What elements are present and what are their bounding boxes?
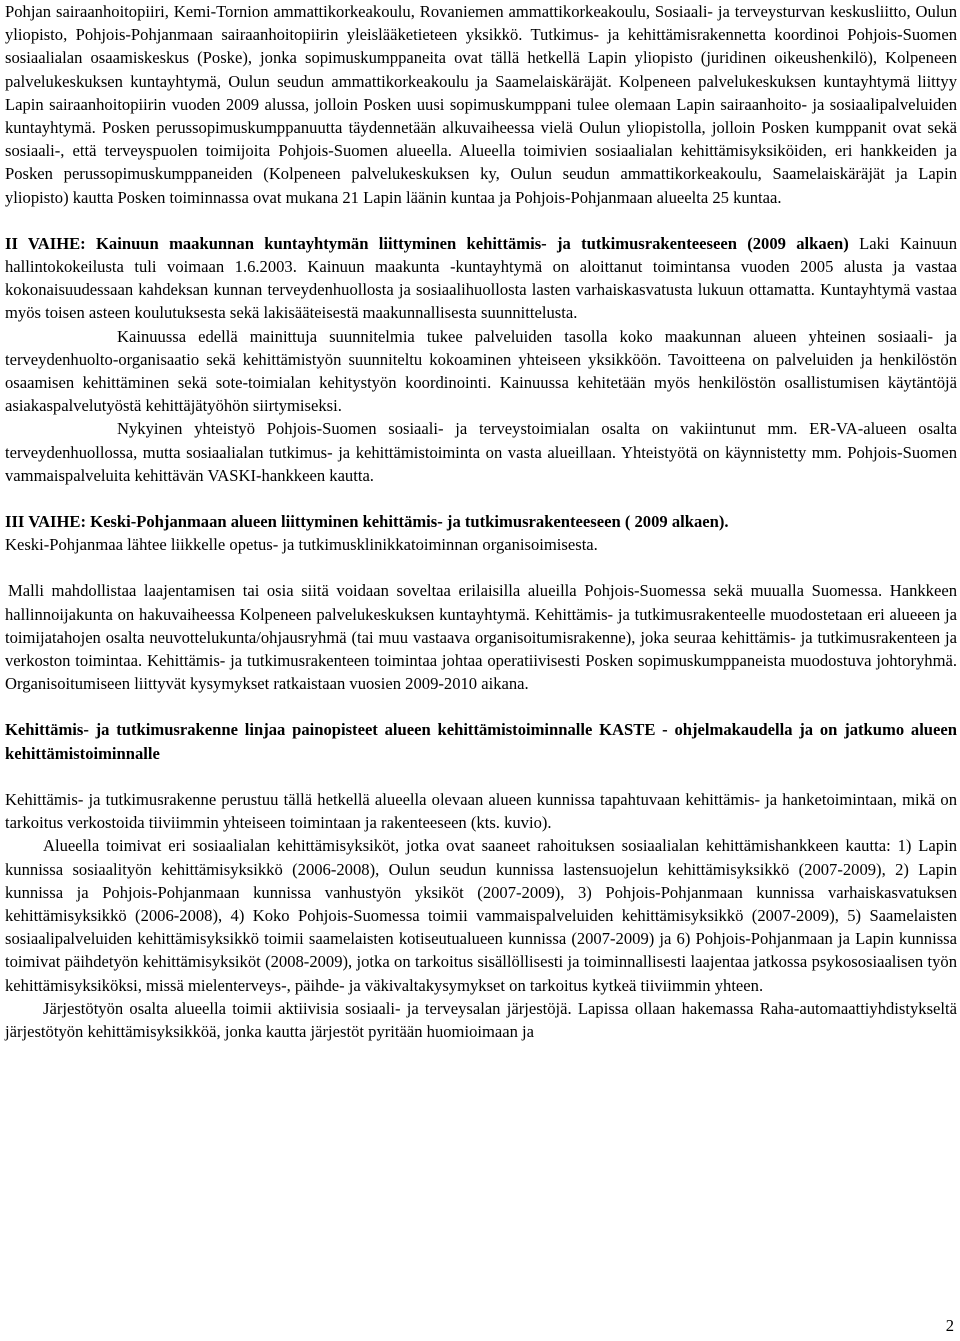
paragraph-model-expansion: Malli mahdollistaa laajentamisen tai osia siitä voidaan soveltaa erilaisilla alueilla Pohjois-Suomessa sekä muualla Suomessa. Hankkeen hallinnoijakunta on hakuvaiheessa Kolpeneen palvelukeskuksen kuntayhtymä. Kehittämis- ja tutkimusrakenteelle muodostetaan eri alueeen ja toimijatahojen osalta neuvottelukunta/ohjausryhmä (tai muu vastaava organisoitumisrakenne), joka seuraa kehittämis- ja tutkimusrakenteen ja verkoston toimintaa. Kehittämis- ja tutkimusrakenteen toimintaa johtaa operatiivisesti Posken sopimuskumppaneista muodostuva johtoryhmä. Organisoitumiseen liittyvät kysymykset ratkaistaan vuosien 2009-2010 aikana. [5, 581, 957, 694]
kaste-heading-text: Kehittämis- ja tutkimusrakenne linjaa painopisteet alueen kehittämistoiminnalle KASTE - ohjelmakaudella ja on jatkumo alueen kehittämistoiminnalle [5, 720, 957, 763]
paragraph-kainuu-plans: Kainuussa edellä mainittuja suunnitelmia tukee palveluiden tasolla koko maakunnan alueen yhteinen sosiaali- ja terveydenhuolto-organisaatio sekä kehittämistyön suunniteltu kokoaminen yhteiseen yksikköön. Tavoitteena on palveluiden ja henkilöstön osaamisen kehittäminen sekä sote-toimialan kehitystyön koordinointi. Kainuussa kehitetään myös henkilöstön osallistumisen käytäntöjä asiakaspalvelutyöstä kehittäjätyöhön siirtymiseksi. [5, 326, 957, 416]
page-number: 2 [945, 1316, 954, 1335]
phase-three-heading: III VAIHE: Keski-Pohjanmaan alueen liittyminen kehittämis- ja tutkimusrakenteeseen ( 2009 alkaen). [5, 512, 729, 532]
phase-two-body: Laki Kainuun hallintokokeilusta tuli voimaan 1.6.2003. Kainuun maakunta -kuntayhtymä on aloittanut toimintansa vuoden 2005 alusta ja vastaa kokonaisuudessaan kahdeksan kunnan terveydenhuollosta ja sosiaalihuollosta lasten varhaiskasvatusta lukuun ottamatta. Kuntayhtymä vastaa myös toisen asteen koulutuksesta sekä lakisääteisestä maakunnallisesta suunnittelusta. [5, 233, 957, 323]
paragraph-organizations: Järjestötyön osalta alueella toimii aktiivisia sosiaali- ja terveysalan järjestöjä. Lapissa ollaan hakemassa Raha-automaattiyhdistykseltä järjestötyön kehittämisyksikköä, jonka kautta järjestöt pyritään huomioimaan ja [5, 998, 957, 1041]
paragraph-phase-two [5, 232, 957, 325]
paragraph-development-units: Alueella toimivat eri sosiaalialan kehittämisyksiköt, jotka ovat saaneet rahoituksen sosiaalialan kehittämishankkeen kautta: 1) Lapin kunnissa sosiaalityön kehittämisyksikkö (2006-2008), Oulun seudun kunnissa lastensuojelun kehittämisyksikkö (2007-2009), 2) Lapin kunnissa ja Pohjois-Pohjanmaan kunnissa vanhustyön yksiköt (2007-2009), 3) Pohjois-Pohjanmaan kunnissa varhaiskasvatuksen kehittämisyksikkö (2006-2008), 4) Koko Pohjois-Suomessa toimii vammaispalveluiden kehittämisyksikkö (2007-2009), 5) Saamelaisten sosiaalipalveluiden kehittämisyksikkö toimii saamelaisten kotiseutualueen kunnissa (2007-2009) ja 6) Pohjois-Pohjanmaan ja Lapin kunnissa toimivat päihdetyön kehittämisyksiköt (2008-2009), jotka on tarkoitus sisällöllisesti ja toiminnallisesti laajentaa jatkossa psykososiaalisen työn kehittämisyksiköksi, missä mielenterveys-, päihde- ja väkivaltakysymykset on tarkoitus kytkeä tiiviimmin yhteen. [5, 836, 957, 995]
spacer [5, 209, 957, 232]
paragraph-phase-three [5, 510, 957, 556]
phase-three-body: Keski-Pohjanmaa lähtee liikkelle opetus- ja tutkimusklinikkatoiminnan organisoimisesta. [5, 535, 598, 555]
spacer [5, 487, 957, 510]
spacer [5, 765, 957, 788]
spacer [5, 556, 957, 579]
document-page [5, 0, 957, 1043]
spacer [5, 695, 957, 718]
section-heading-kaste [5, 718, 957, 764]
phase-two-heading: II VAIHE: Kainuun maakunnan kuntayhtymän liittyminen kehittämis- ja tutkimusrakenteeseen (2009 alkaen) [5, 233, 849, 253]
paragraph-current-cooperation: Nykyinen yhteistyö Pohjois-Suomen sosiaali- ja terveystoimialan osalta on vakiintunut mm. ER-VA-alueen osalta terveydenhuollossa, mutta sosiaalialan tutkimus- ja kehittämistoiminta on vasta alueillaan. Yhteistyötä on käynnistetty mm. Pohjois-Suomen vammaispalveluita kehittävän VASKI-hankkeen kautta. [5, 419, 957, 485]
paragraph-poske-partners: Pohjan sairaanhoitopiiri, Kemi-Tornion ammattikorkeakoulu, Rovaniemen ammattikorkeakoulu, Sosiaali- ja terveysturvan keskusliitto, Oulun yliopisto, Pohjois-Pohjanmaan sairaanhoitopiirin yleislääketieteen yksikkö. Tutkimus- ja kehittämisrakennetta koordinoi Pohjois-Suomen sosiaalialan osaamiskeskus (Poske), jonka sopimuskumppaneita ovat tällä hetkellä Lapin yliopisto (juridinen oikeushenkilö), Kolpeneen palvelukeskuksen kuntayhtymä, Oulun seudun ammattikorkeakoulu ja Saamelaiskäräjät. Kolpeneen palvelukeskuksen kuntayhtymä liittyy Lapin sairaanhoitopiirin vuoden 2009 alussa, jolloin Posken uusi sopimuskumppani tulee olemaan Lapin sairaanhoito- ja sosiaalipalveluiden kuntayhtymä. Posken perussopimuskumppanuutta täydennetään alkuvaiheessa vielä Oulun yliopistolla, jolloin Posken kumppanit ovat sekä sosiaali-, että terveyspuolen toimijoita Pohjois-Suomen alueella. Alueella toimivien sosiaalialan kehittämisyksiköiden, eri hankkeiden ja Posken perussopimuskumppaneiden (Kolpeneen palvelukeskuksen ky, Oulun seudun ammattikorkeakoulu, Saamelaiskäräjät ja Lapin yliopisto) kautta Posken toiminnassa ovat mukana 21 Lapin läänin kuntaa ja Pohjois-Pohjanmaan alueelta 25 kuntaa. [5, 2, 957, 207]
paragraph-structure-basis: Kehittämis- ja tutkimusrakenne perustuu tällä hetkellä alueella olevaan alueen kunnissa tapahtuvaan kehittämis- ja hanketoimintaan, mikä on tarkoitus verkostoida tiiviimmin yhteiseen toimintaan ja rakenteeseen (kts. kuvio). [5, 789, 957, 833]
